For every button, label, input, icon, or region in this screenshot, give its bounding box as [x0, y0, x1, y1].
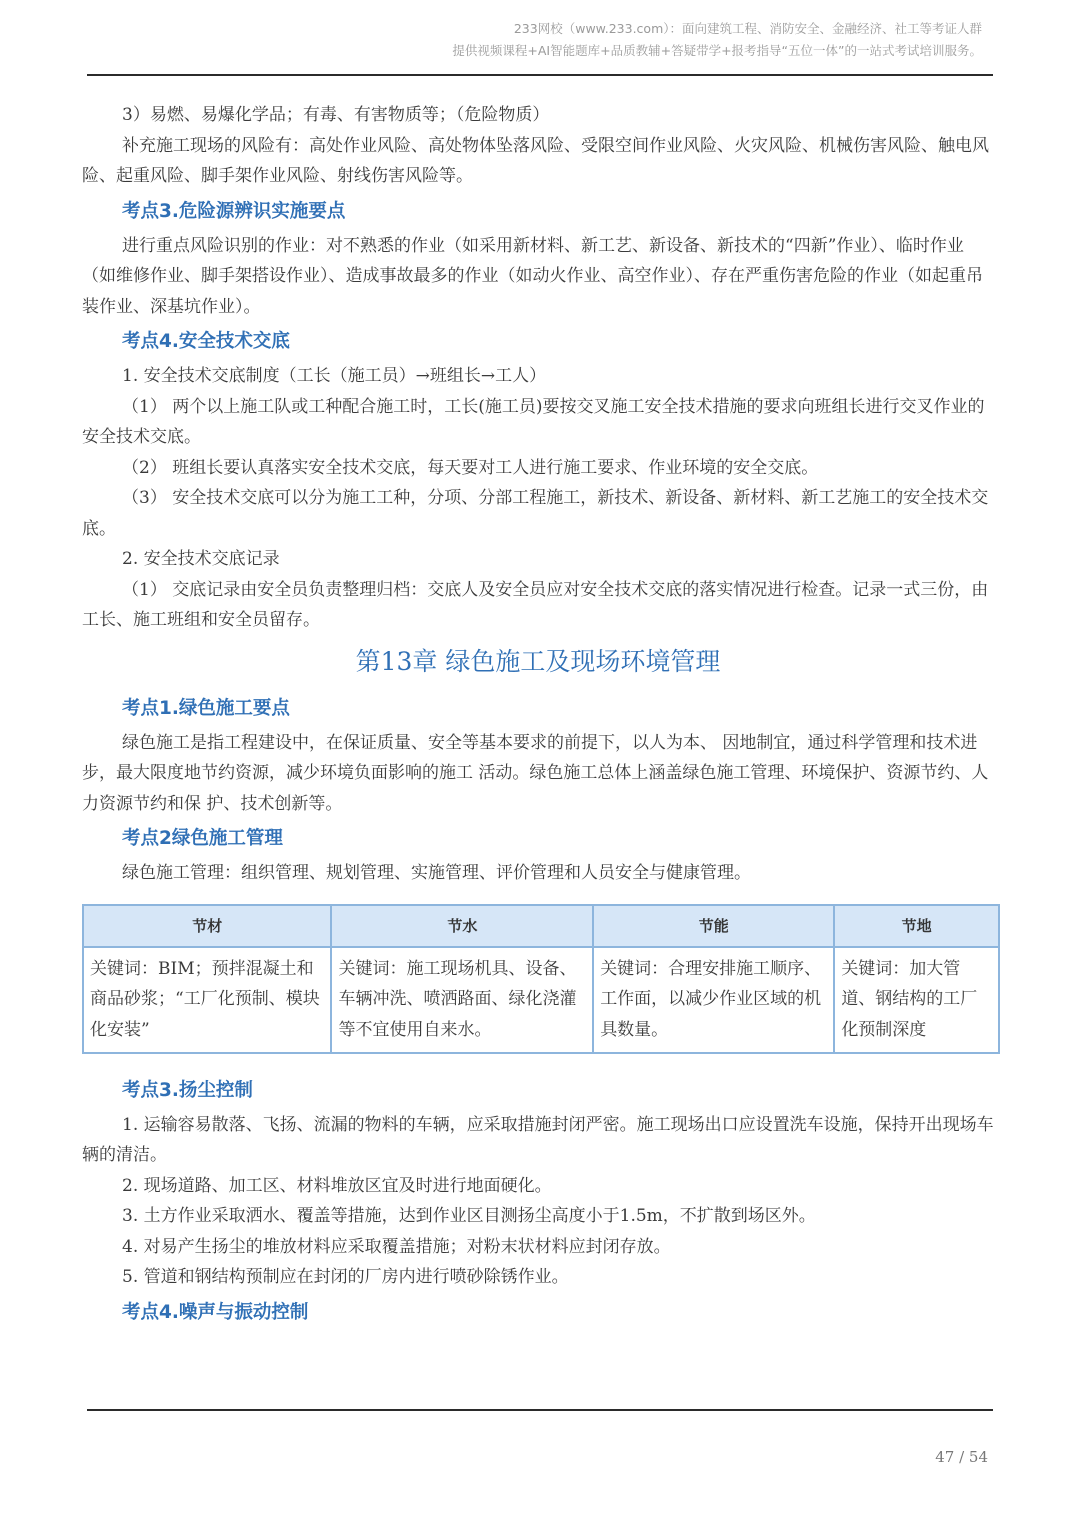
footer-divider [87, 1409, 993, 1411]
table-header-cell: 节材 [83, 905, 331, 947]
section-heading: 考点4.安全技术交底 [122, 331, 290, 352]
list-item: （3） 安全技术交底可以分为施工工种，分项、分部工程施工，新技术、新设备、新材料、新工艺施工的安全技术交底。 [82, 488, 989, 539]
paragraph: 绿色施工管理：组织管理、规划管理、实施管理、评价管理和人员安全与健康管理。 [122, 863, 751, 883]
list-item: （2） 班组长要认真落实安全技术交底，每天要对工人进行施工要求、作业环境的安全交底。 [122, 457, 819, 478]
green-construction-table [82, 904, 1000, 1054]
section-heading: 考点3.扬尘控制 [122, 1079, 253, 1101]
list-item: 1. 运输容易散落、飞扬、流漏的物料的车辆，应采取措施封闭严密。施工现场出口应设置洗车设施，保持开出现场车辆的清洁。 [82, 1114, 994, 1165]
section-heading: 考点3.危险源辨识实施要点 [122, 200, 346, 222]
table-header-cell: 节能 [593, 905, 834, 947]
list-item: 2. 安全技术交底记录 [122, 549, 280, 569]
section-heading: 考点4.噪声与振动控制 [122, 1301, 309, 1323]
page-content [82, 100, 994, 1332]
table-cell: 关键词：BIM；预拌混凝土和商品砂浆；“工厂化预制、模块化安装” [83, 947, 331, 1053]
list-item: （1） 两个以上施工队或工种配合施工时，工长(施工员)要按交叉施工安全技术措施的要求向班组长进行交叉作业的安全技术交底。 [82, 396, 985, 447]
section-heading: 考点2绿色施工管理 [122, 828, 283, 849]
list-item: 2. 现场道路、加工区、材料堆放区宜及时进行地面硬化。 [122, 1175, 552, 1196]
table-cell: 关键词：施工现场机具、设备、车辆冲洗、喷洒路面、绿化浇灌等不宜使用自来水。 [331, 947, 593, 1053]
paragraph: 补充施工现场的风险有：高处作业风险、高处物体坠落风险、受限空间作业风险、火灾风险、机械伤害风险、触电风险、起重风险、脚手架作业风险、射线伤害风险等。 [82, 135, 989, 186]
table-cell: 关键词：加大管道、钢结构的工厂化预制深度 [834, 947, 999, 1053]
header-divider [87, 74, 993, 76]
page-number: 47 / 54 [935, 1448, 988, 1466]
table-row [83, 947, 999, 1053]
header-line-1: 233网校（www.233.com）：面向建筑工程、消防安全、金融经济、社工等考证人群 [513, 21, 982, 36]
table-header-row [83, 905, 999, 947]
paragraph: 3）易燃、易爆化学品；有毒、有害物质等；（危险物质） [122, 105, 550, 125]
paragraph: 进行重点风险识别的作业：对不熟悉的作业（如采用新材料、新工艺、新设备、新技术的“四新”作业）、临时作业（如维修作业、脚手架搭设作业）、造成事故最多的作业（如动火作业、高空作业）、存在严重伤害危险的作业（如起重吊装作业、深基坑作业）。 [82, 235, 983, 317]
page-header [452, 18, 982, 62]
list-item: 5. 管道和钢结构预制应在封闭的厂房内进行喷砂除锈作业。 [122, 1267, 569, 1287]
section-heading: 考点1.绿色施工要点 [122, 697, 290, 719]
chapter-title: 第13章 绿色施工及现场环境管理 [355, 646, 721, 676]
table-header-cell: 节地 [834, 905, 999, 947]
list-item: 4. 对易产生扬尘的堆放材料应采取覆盖措施；对粉末状材料应封闭存放。 [122, 1236, 671, 1257]
list-item: 1. 安全技术交底制度（工长（施工员）→班组长→工人） [122, 366, 547, 386]
table-header-cell: 节水 [331, 905, 593, 947]
table-cell: 关键词：合理安排施工顺序、工作面，以减少作业区域的机具数量。 [593, 947, 834, 1053]
header-line-2: 提供视频课程+AI智能题库+品质教辅+答疑带学+报考指导“五位一体”的一站式考试培训服务。 [452, 43, 982, 58]
paragraph: 绿色施工是指工程建设中，在保证质量、安全等基本要求的前提下，以人为本、 因地制宜，通过科学管理和技术进步，最大限度地节约资源，减少环境负面影响的施工 活动。绿色施工总体上涵盖绿色施工管理、环境保护、资源节约、人力资源节约和保 护、技术创新等。 [82, 732, 989, 814]
list-item: （1） 交底记录由安全员负责整理归档：交底人及安全员应对安全技术交底的落实情况进行检查。记录一式三份，由工长、施工班组和安全员留存。 [82, 579, 989, 630]
list-item: 3. 土方作业采取洒水、覆盖等措施，达到作业区目测扬尘高度小于1.5m，不扩散到场区外。 [122, 1206, 816, 1226]
